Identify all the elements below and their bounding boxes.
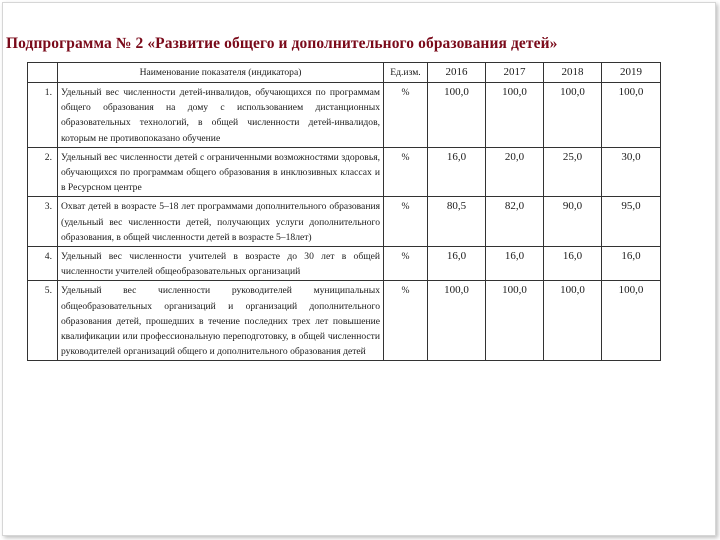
table-row <box>28 147 661 197</box>
indicator-name: Охват детей в возрасте 5–18 лет программами дополнительного образования (удельный вес численности детей, получающих услуги дополнительного образования, в общей численности детей в возрасте 5–18лет) <box>58 197 384 247</box>
value-2019: 30,0 <box>602 147 661 197</box>
indicators-table <box>27 62 661 361</box>
header-unit: Ед.изм. <box>384 63 428 83</box>
header-year-2016: 2016 <box>428 63 486 83</box>
indicator-name: Удельный вес численности учителей в возрасте до 30 лет в общей численности учителей общеобразовательных организаций <box>58 247 384 281</box>
value-2019: 16,0 <box>602 247 661 281</box>
value-2017: 82,0 <box>486 197 544 247</box>
row-number: 4. <box>28 247 58 281</box>
value-2018: 100,0 <box>544 83 602 148</box>
value-2019: 95,0 <box>602 197 661 247</box>
value-2017: 20,0 <box>486 147 544 197</box>
header-year-2019: 2019 <box>602 63 661 83</box>
value-2017: 100,0 <box>486 281 544 361</box>
table-row <box>28 197 661 247</box>
indicator-unit: % <box>384 281 428 361</box>
table-row <box>28 83 661 148</box>
value-2016: 16,0 <box>428 147 486 197</box>
indicator-name: Удельный вес численности детей с ограниченными возможностями здоровья, обучающихся по программам общего образования в инклюзивных классах и в Ресурсном центре <box>58 147 384 197</box>
indicator-unit: % <box>384 83 428 148</box>
table-row <box>28 281 661 361</box>
value-2018: 100,0 <box>544 281 602 361</box>
indicator-unit: % <box>384 147 428 197</box>
header-year-2017: 2017 <box>486 63 544 83</box>
row-number: 1. <box>28 83 58 148</box>
value-2019: 100,0 <box>602 83 661 148</box>
value-2016: 80,5 <box>428 197 486 247</box>
row-number: 3. <box>28 197 58 247</box>
value-2018: 90,0 <box>544 197 602 247</box>
table-header-row <box>28 63 661 83</box>
header-year-2018: 2018 <box>544 63 602 83</box>
value-2018: 16,0 <box>544 247 602 281</box>
value-2019: 100,0 <box>602 281 661 361</box>
table-row <box>28 247 661 281</box>
value-2018: 25,0 <box>544 147 602 197</box>
indicator-name: Удельный вес численности руководителей муниципальных общеобразовательных организаций и организаций дополнительного образования детей, прошедших в течение последних трех лет повышение квалификации или профессиональную переподготовку, в общей численности руководителей организаций общего и дополнительного образования детей <box>58 281 384 361</box>
header-num-cell <box>28 63 58 83</box>
value-2017: 100,0 <box>486 83 544 148</box>
indicator-name: Удельный вес численности детей-инвалидов, обучающихся по программам общего образования на дому с использованием дистанционных образовательных технологий, в общей численности детей-инвалидов, которым не противопоказано обучение <box>58 83 384 148</box>
value-2016: 16,0 <box>428 247 486 281</box>
indicator-unit: % <box>384 247 428 281</box>
value-2016: 100,0 <box>428 281 486 361</box>
slide-title: Подпрограмма № 2 «Развитие общего и дополнительного образования детей» <box>6 35 558 52</box>
header-indicator-name: Наименование показателя (индикатора) <box>58 63 384 83</box>
value-2016: 100,0 <box>428 83 486 148</box>
value-2017: 16,0 <box>486 247 544 281</box>
indicator-unit: % <box>384 197 428 247</box>
row-number: 5. <box>28 281 58 361</box>
row-number: 2. <box>28 147 58 197</box>
